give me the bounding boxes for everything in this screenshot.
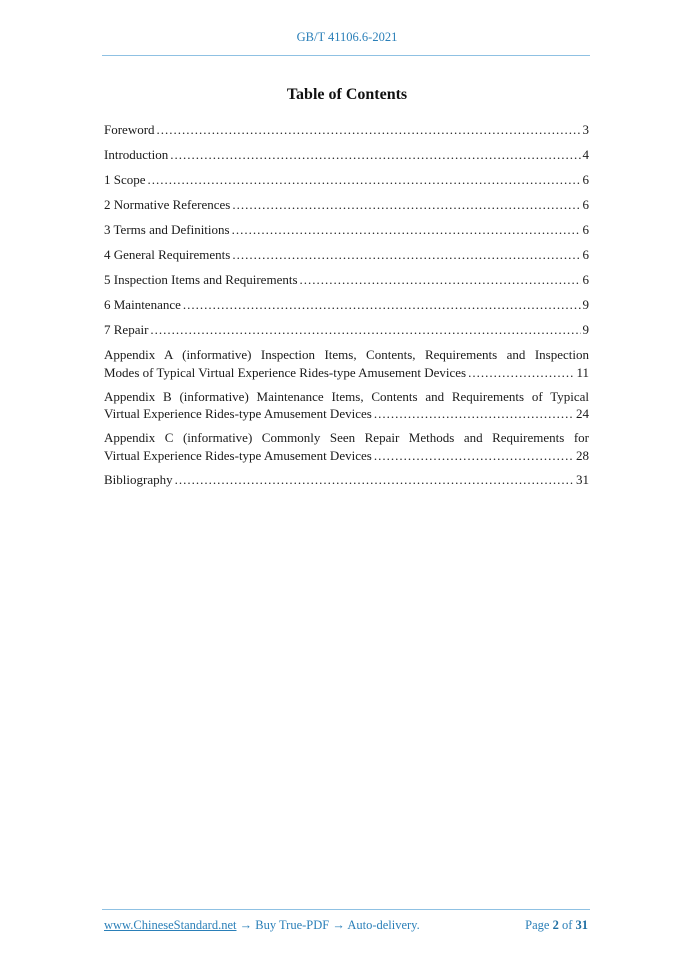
toc-entry-label: 7 Repair <box>104 322 149 337</box>
footer-promo <box>104 918 420 933</box>
toc-title: Table of Contents <box>286 86 408 103</box>
total-pages-number: 31 <box>575 918 588 932</box>
toc-entry-scope[interactable] <box>104 171 589 189</box>
current-page-number: 2 <box>552 918 559 932</box>
toc-entry-label: Bibliography <box>104 471 173 487</box>
toc-page-number: 9 <box>582 322 589 337</box>
toc-entry-appendix-a[interactable] <box>104 346 589 381</box>
toc-entry-introduction[interactable] <box>104 146 589 164</box>
of-label: of <box>561 918 573 932</box>
dot-leader <box>374 405 574 423</box>
toc-page-number: 4 <box>582 147 589 162</box>
toc-page-number: 6 <box>582 172 589 187</box>
dot-leader <box>183 296 581 314</box>
toc-entry-label-line1: Appendix B (informative) Maintenance Items, Contents and Requirements of Typical <box>104 388 589 404</box>
dot-leader <box>170 146 580 164</box>
toc-entry-appendix-c[interactable] <box>104 429 589 464</box>
dot-leader <box>157 121 581 139</box>
toc-entry-inspection-items[interactable] <box>104 271 589 289</box>
toc-entry-line2 <box>104 447 589 465</box>
toc-entry-repair[interactable] <box>104 321 589 339</box>
toc-entry-appendix-b[interactable] <box>104 388 589 423</box>
toc-page-number: 6 <box>582 272 589 287</box>
toc-page-number: 11 <box>576 364 589 380</box>
toc-entry-label: 1 Scope <box>104 172 146 187</box>
toc-entry-general-requirements[interactable] <box>104 246 589 264</box>
document-header <box>104 30 590 45</box>
toc-entry-maintenance[interactable] <box>104 296 589 314</box>
toc-entry-label: Foreword <box>104 122 155 137</box>
toc-page-number: 24 <box>576 406 589 421</box>
toc-page-number: 31 <box>576 471 589 487</box>
toc-entry-label-line1: Appendix A (informative) Inspection Items, Contents, Requirements and Inspection <box>104 347 589 362</box>
dot-leader <box>300 271 581 289</box>
arrow-right-icon: → <box>239 918 253 932</box>
standard-code: GB/T 41106.6-2021 <box>296 30 398 44</box>
toc-entry-label-line2: Virtual Experience Rides-type Amusement Devices <box>104 406 372 421</box>
toc-page-number: 9 <box>582 297 589 312</box>
auto-delivery-text: Auto-delivery. <box>347 918 420 932</box>
dot-leader <box>232 196 580 214</box>
toc-entry-terms-and-definitions[interactable] <box>104 221 589 239</box>
toc-entry-label: 3 Terms and Definitions <box>104 222 230 237</box>
toc-entry-line2 <box>104 364 589 382</box>
dot-leader <box>232 221 581 239</box>
page-label: Page <box>525 918 550 932</box>
footer-divider <box>102 909 590 910</box>
dot-leader <box>148 171 581 189</box>
toc-page-number: 28 <box>576 447 589 463</box>
toc-entry-foreword[interactable] <box>104 121 589 139</box>
dot-leader <box>232 246 580 264</box>
toc-page-number: 6 <box>582 222 589 237</box>
toc-entry-label: 4 General Requirements <box>104 247 231 262</box>
dot-leader <box>175 471 574 489</box>
toc-entry-label: 6 Maintenance <box>104 297 181 312</box>
buy-true-pdf-text: Buy True-PDF <box>255 918 330 932</box>
toc-page-number: 3 <box>582 122 589 137</box>
toc-page-number: 6 <box>582 247 589 262</box>
toc-entry-label-line2: Modes of Typical Virtual Experience Rides-type Amusement Devices <box>104 364 467 380</box>
toc-entry-label-line2: Virtual Experience Rides-type Amusement Devices <box>104 447 372 463</box>
dot-leader <box>374 447 574 465</box>
toc-entry-label: 2 Normative References <box>104 197 231 212</box>
toc-entry-bibliography[interactable] <box>104 471 589 489</box>
dot-leader <box>150 321 580 339</box>
toc-entry-label: 5 Inspection Items and Requirements <box>104 272 298 287</box>
document-footer <box>104 918 588 933</box>
arrow-right-icon: → <box>332 918 345 932</box>
toc-entry-label-line1: Appendix C (informative) Commonly Seen Repair Methods and Requirements for <box>104 430 589 445</box>
page-indicator <box>525 918 588 933</box>
toc-entry-label: Introduction <box>104 147 169 162</box>
header-divider <box>102 55 590 56</box>
toc-entry-line2 <box>104 405 589 423</box>
website-link[interactable]: www.ChineseStandard.net <box>104 918 237 932</box>
toc-list <box>104 121 589 496</box>
toc-entry-normative-references[interactable] <box>104 196 589 214</box>
dot-leader <box>468 364 574 382</box>
toc-page-number: 6 <box>582 197 589 212</box>
